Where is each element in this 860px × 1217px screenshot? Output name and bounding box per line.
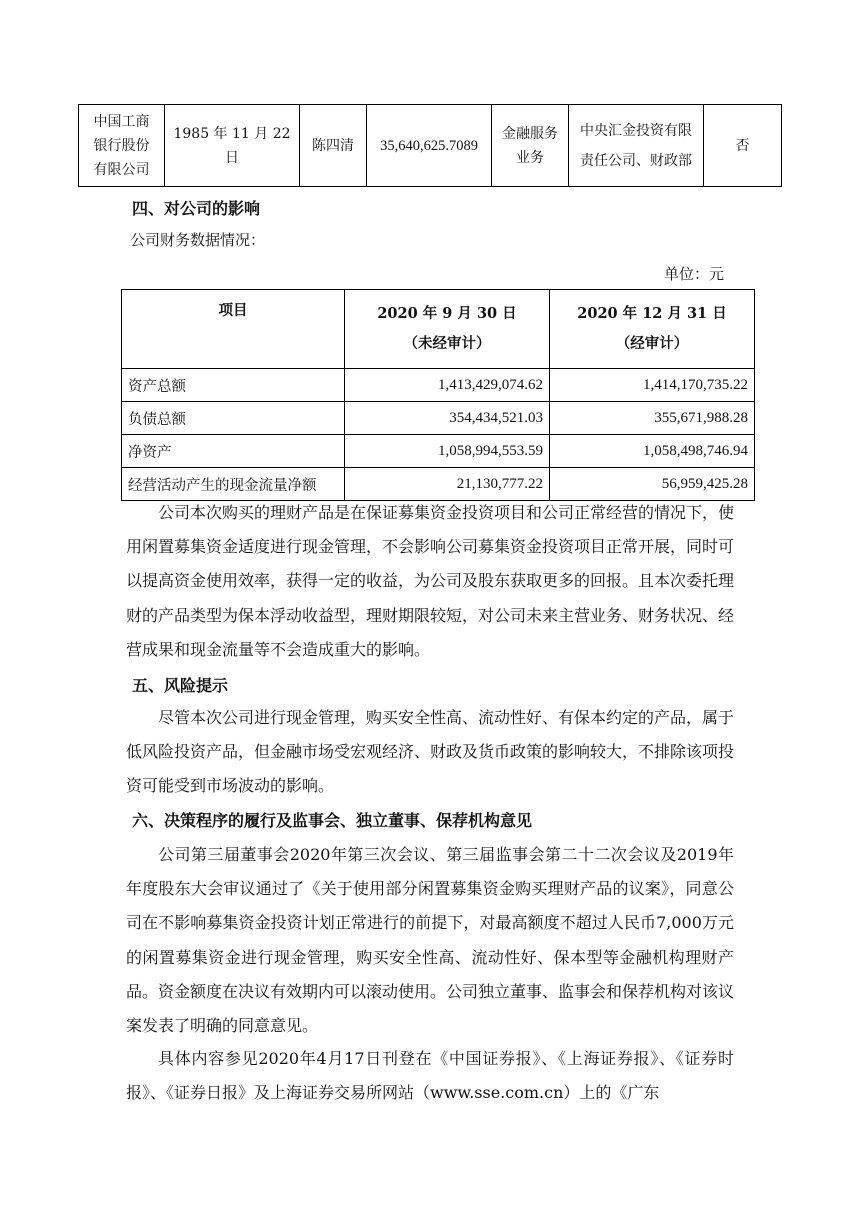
table-row xyxy=(122,402,755,435)
value-cell: 355,671,988.28 xyxy=(550,402,755,435)
table-header-row xyxy=(122,290,755,369)
section-heading-risk: 五、风险提示 xyxy=(132,676,229,695)
value-cell: 21,130,777.22 xyxy=(345,468,550,501)
company-name-cell xyxy=(79,105,165,187)
finance-intro: 公司财务数据情况： xyxy=(130,231,266,249)
business-line: 金融服务 xyxy=(502,125,558,142)
section-heading-decision: 六、决策程序的履行及监事会、独立董事、保荐机构意见 xyxy=(132,811,533,830)
table-row xyxy=(122,369,755,402)
column-header: 项目 xyxy=(122,290,345,369)
item-cell: 资产总额 xyxy=(122,369,345,402)
column-header: 2020 年 12 月 31 日 （经审计） xyxy=(550,290,755,369)
company-name-line: 银行股份 xyxy=(93,137,150,154)
value-cell: 1,413,429,074.62 xyxy=(345,369,550,402)
controller-line: 责任公司、财政部 xyxy=(580,152,692,169)
value-cell: 56,959,425.28 xyxy=(550,468,755,501)
registered-capital-cell: 35,640,625.7089 xyxy=(367,105,492,187)
reference-paragraph: 具体内容参见2020年4月17日刊登在《中国证券报》、《上海证券报》、《证券时报》、《证券日报》及上海证券交易所网站（www.sse.com.cn）上的《广东 xyxy=(126,1049,734,1103)
financial-data-table xyxy=(121,289,755,501)
legal-rep-cell: 陈四清 xyxy=(300,105,367,187)
item-cell: 净资产 xyxy=(122,435,345,468)
controller-line: 中央汇金投资有限 xyxy=(580,122,692,139)
impact-paragraph: 公司本次购买的理财产品是在保证募集资金投资项目和公司正常经营的情况下，使用闲置募集资金适度进行现金管理，不会影响公司募集资金投资项目正常开展，同时可以提高资金使用效率，获得一定的收益，为公司及股东获取更多的回报。且本次委托理财的产品类型为保本浮动收益型，理财期限较短，对公司未来主营业务、财务状况、经营成果和现金流量等不会造成重大的影响。 xyxy=(126,503,735,659)
value-cell: 1,058,994,553.59 xyxy=(345,435,550,468)
table-row xyxy=(79,105,782,187)
company-name-line: 有限公司 xyxy=(93,161,150,178)
decision-paragraph: 公司第三届董事会2020年第三次会议、第三届监事会第二十二次会议及2019年年度股东大会审议通过了《关于使用部分闲置募集资金购买理财产品的议案》，同意公司在不影响募集资金投资计划正常进行的前提下，对最高额度不超过人民币7,000万元的闲置募集资金进行现金管理，购买安全性高、流动性好、保本型等金融机构理财产品。资金额度在决议有效期内可以滚动使用。公司独立董事、监事会和保荐机构对该议案发表了明确的同意意见。 xyxy=(126,845,735,1036)
column-header: 2020 年 9 月 30 日 （未经审计） xyxy=(345,290,550,369)
business-line: 业务 xyxy=(516,149,544,166)
value-cell: 354,434,521.03 xyxy=(345,402,550,435)
business-cell xyxy=(492,105,569,187)
company-name-line: 中国工商 xyxy=(93,113,150,130)
section-heading-impact: 四、对公司的影响 xyxy=(132,199,261,218)
table-row xyxy=(122,435,755,468)
value-cell: 1,058,498,746.94 xyxy=(550,435,755,468)
risk-paragraph: 尽管本次公司进行现金管理，购买安全性高、流动性好、有保本约定的产品，属于低风险投资产品，但金融市场受宏观经济、财政及货币政策的影响较大，不排除该项投资可能受到市场波动的影响。 xyxy=(126,708,735,796)
unit-label: 单位：元 xyxy=(664,265,725,283)
item-cell: 负债总额 xyxy=(122,402,345,435)
established-date-cell: 1985 年 11 月 22 日 xyxy=(165,105,300,187)
controller-cell xyxy=(569,105,704,187)
shareholder-table xyxy=(78,104,782,187)
value-cell: 1,414,170,735.22 xyxy=(550,369,755,402)
item-cell: 经营活动产生的现金流量净额 xyxy=(122,468,345,501)
related-party-cell: 否 xyxy=(704,105,782,187)
